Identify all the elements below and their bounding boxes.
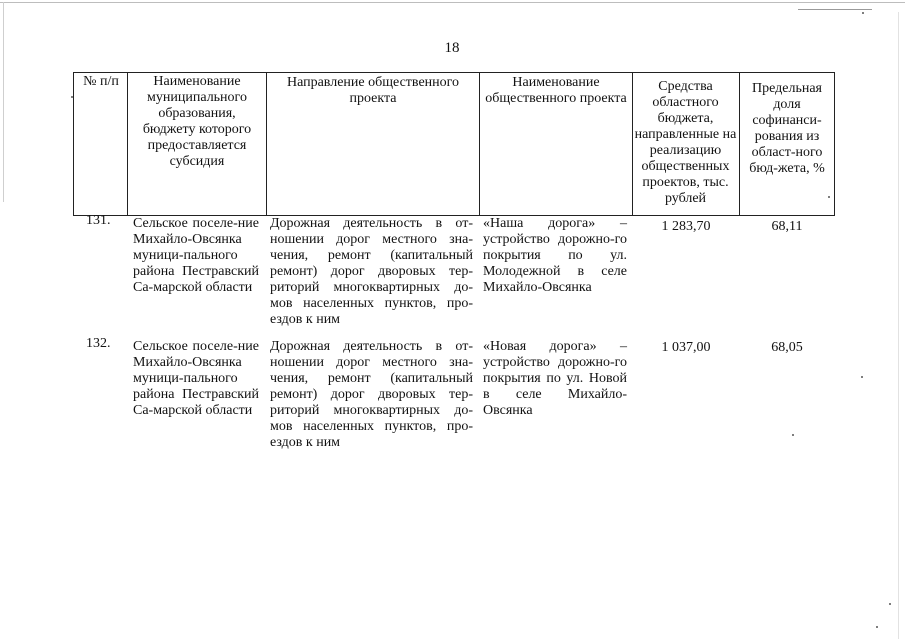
scan-top-edge: [0, 2, 905, 3]
scan-right-edge: [898, 12, 899, 639]
page-number: 18: [444, 40, 460, 56]
row-132-municipality: Сельское поселе-ние Михайло-Овсянка муници-пального района Пестравский Са-марской области: [133, 339, 259, 418]
col-border-4: [632, 72, 633, 216]
header-funds: Средства областного бюджета, направленные на реализацию общественных проектов, тыс. рублей: [634, 79, 737, 206]
row-131-funds: 1 283,70: [661, 219, 711, 234]
scan-speck: [889, 603, 891, 605]
col-border-6: [834, 72, 835, 216]
row-131-project-name: «Наша дорога» – устройство дорожно-го покрытия по ул. Молодежной в селе Михайло-Овсянка: [483, 216, 627, 295]
scan-speck: [792, 434, 794, 436]
scan-speck: [71, 96, 73, 98]
row-131-direction: Дорожная деятельность в от-ношении дорог местного зна-чения, ремонт (капитальный ремонт) дорог дворовых тер-риторий многоквартирных до-мов населенных пунктов, про-ездов к ним: [270, 216, 473, 327]
row-132-num: 132.: [86, 336, 111, 351]
header-direction: Направление общественного проекта: [286, 75, 460, 106]
header-share: Предельная доля софинанси-рования из област-ного бюд-жета, %: [749, 81, 825, 176]
row-132-funds: 1 037,00: [661, 340, 711, 355]
row-132-direction: Дорожная деятельность в от-ношении дорог местного зна-чения, ремонт (капитальный ремонт) дорог дворовых тер-риторий многоквартирных до-мов населенных пунктов, про-ездов к ним: [270, 339, 473, 450]
row-132-share: 68,05: [771, 340, 803, 355]
scan-speck: [828, 196, 830, 198]
scan-artifact-line: [798, 9, 872, 10]
row-131-municipality: Сельское поселе-ние Михайло-Овсянка муници-пального района Пестравский Са-марской области: [133, 216, 259, 295]
col-border-3: [479, 72, 480, 216]
table-top-border: [73, 72, 835, 73]
header-num: № п/п: [83, 74, 119, 89]
col-border-5: [739, 72, 740, 216]
row-131-num: 131.: [86, 213, 111, 228]
scan-left-edge: [3, 2, 4, 202]
scan-speck: [876, 626, 878, 628]
header-project-name: Наименование общественного проекта: [485, 75, 627, 106]
col-border-1: [127, 72, 128, 216]
scan-speck: [862, 12, 864, 14]
row-131-share: 68,11: [771, 219, 803, 234]
col-border-2: [266, 72, 267, 216]
col-border-0: [73, 72, 74, 216]
row-132-project-name: «Новая дорога» – устройство дорожно-го покрытия по ул. Новой в селе Михайло-Овсянка: [483, 339, 627, 418]
header-municipality: Наименование муниципального образования, бюджету которого предоставляется субсидия: [142, 74, 252, 169]
scan-speck: [861, 376, 863, 378]
